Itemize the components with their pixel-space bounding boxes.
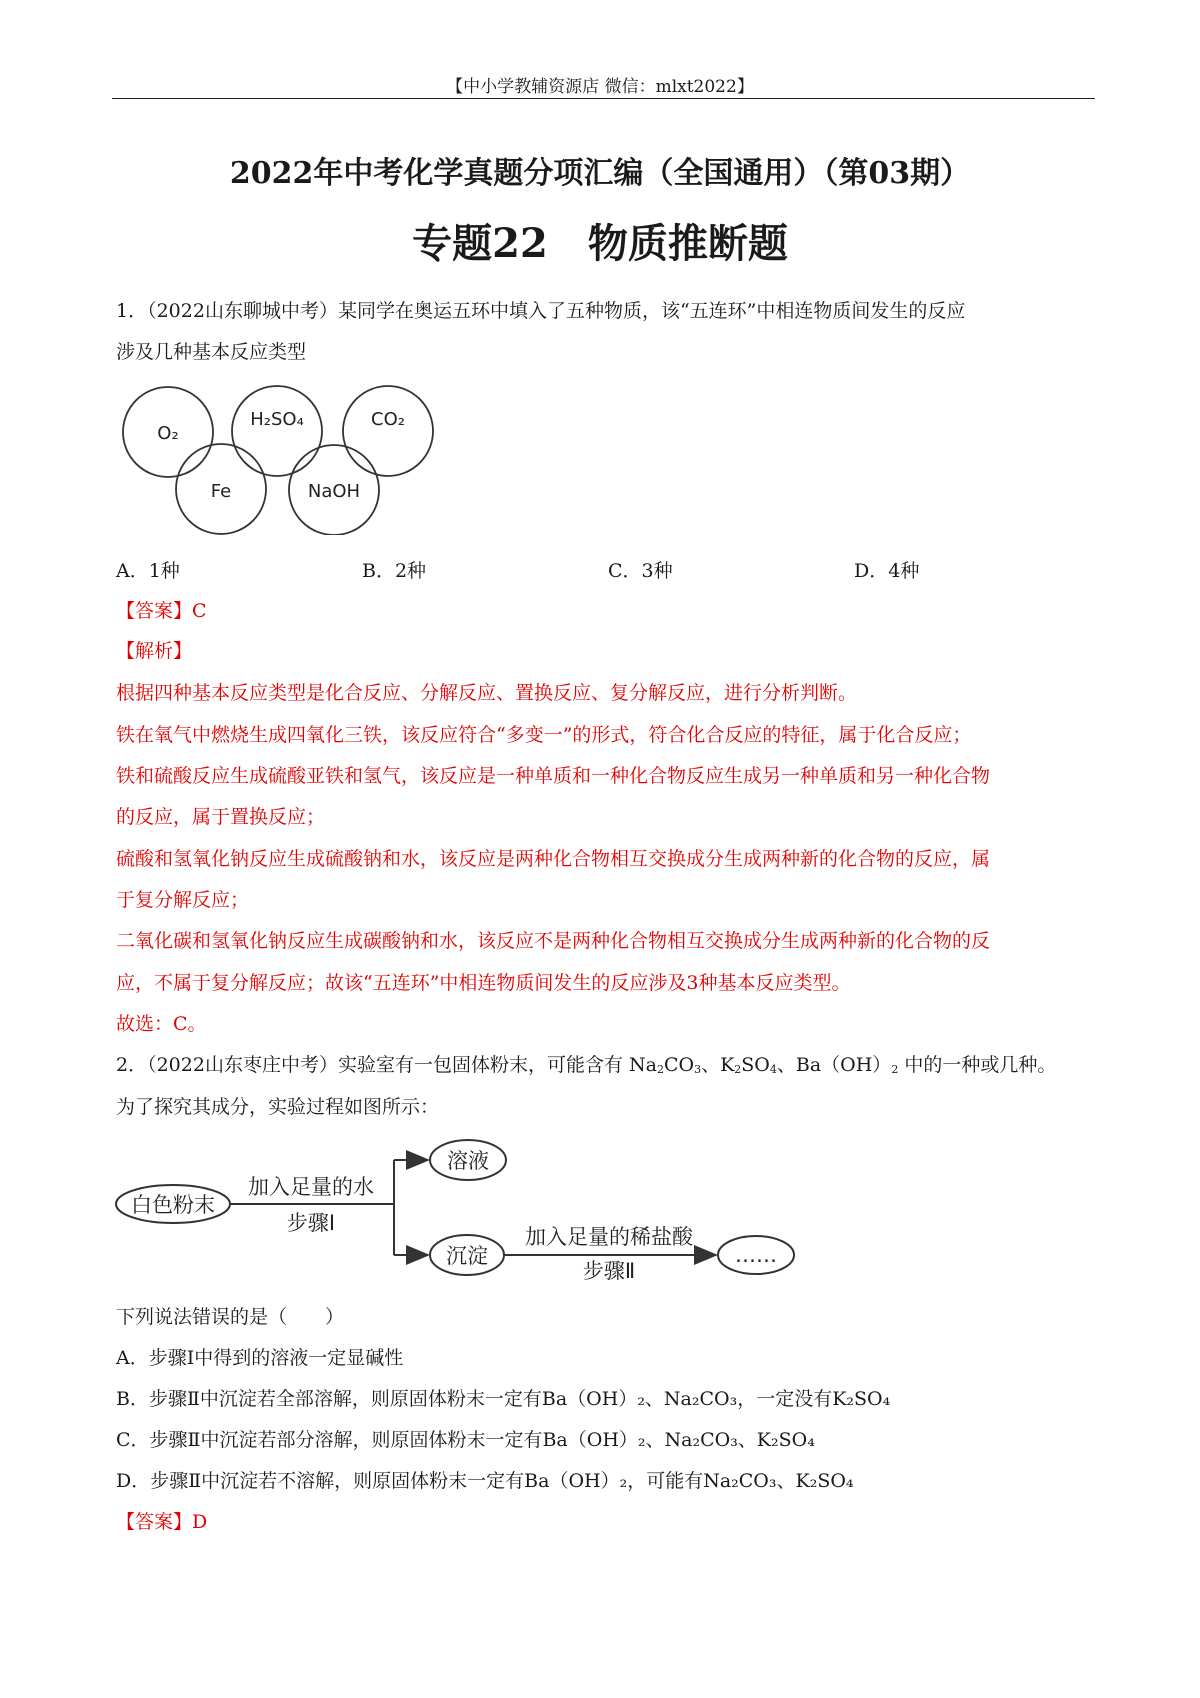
q1-answer: 【答案】C xyxy=(116,600,207,622)
header-rule xyxy=(112,98,1095,99)
step2-action-label: 加入足量的稀盐酸 xyxy=(525,1225,693,1249)
ring-label-fe: Fe xyxy=(210,481,232,502)
q2-answer: 【答案】D xyxy=(116,1511,208,1533)
q1-stem-line2: 涉及几种基本反应类型 xyxy=(116,341,307,363)
q2-option-d: D．步骤Ⅱ中沉淀若不溶解，则原固体粉末一定有Ba（OH）₂，可能有Na₂CO₃、K₂SO₄ xyxy=(116,1470,854,1492)
q1-option-d: D．4种 xyxy=(854,560,920,582)
q2-option-a: A．步骤Ⅰ中得到的溶液一定显碱性 xyxy=(116,1347,404,1369)
q1-analysis-line: 铁在氧气中燃烧生成四氧化三铁，该反应符合“多变一”的形式，符合化合反应的特征，属于化合反应； xyxy=(116,724,972,746)
q1-stem-line1: 1．（2022山东聊城中考）某同学在奥运五环中填入了五种物质，该“五连环”中相连物质间发生的反应 xyxy=(116,300,966,322)
q1-analysis-line: 于复分解反应； xyxy=(116,889,250,911)
q2-stem-end: 中的一种或几种。 xyxy=(904,1054,1057,1076)
q2-option-c: C．步骤Ⅱ中沉淀若部分溶解，则原固体粉末一定有Ba（OH）₂、Na₂CO₃、K₂SO₄ xyxy=(116,1429,815,1451)
result-label: …… xyxy=(735,1243,777,1267)
topic-title: 专题22 物质推断题 xyxy=(412,220,788,267)
ring-co2 xyxy=(343,386,433,476)
q1-analysis-line: 硫酸和氢氧化钠反应生成硫酸钠和水，该反应是两种化合物相互交换成分生成两种新的化合物的反应，属 xyxy=(116,848,991,870)
q2-stem-line1 xyxy=(116,1050,1056,1077)
q2-stem-intro: 2．（2022山东枣庄中考）实验室有一包固体粉末，可能含有 xyxy=(116,1054,623,1076)
page-header: 【中小学教辅资源店 微信：mlxt2022】 xyxy=(446,77,754,97)
q1-option-c: C．3种 xyxy=(608,560,673,582)
ring-label-co2: CO₂ xyxy=(371,409,405,430)
q1-analysis-tag: 【解析】 xyxy=(116,640,193,662)
step1-label: 步骤Ⅰ xyxy=(286,1211,336,1235)
q1-analysis-line: 根据四种基本反应类型是化合反应、分解反应、置换反应、复分解反应，进行分析判断。 xyxy=(116,682,858,704)
q1-analysis-line: 应，不属于复分解反应；故该“五连环”中相连物质间发生的反应涉及3种基本反应类型。 xyxy=(116,972,851,994)
q1-option-b: B．2种 xyxy=(362,560,427,582)
step1-action-label: 加入足量的水 xyxy=(248,1175,374,1199)
q2-option-b: B．步骤Ⅱ中沉淀若全部溶解，则原固体粉末一定有Ba（OH）₂、Na₂CO₃，一定没有K₂SO₄ xyxy=(116,1388,891,1410)
step2-label: 步骤Ⅱ xyxy=(582,1259,636,1280)
q1-analysis-line: 的反应，属于置换反应； xyxy=(116,806,326,828)
q1-analysis-line: 铁和硫酸反应生成硫酸亚铁和氢气，该反应是一种单质和一种化合物反应生成另一种单质和另一种化合物 xyxy=(116,765,991,787)
q2-stem-line2: 为了探究其成分，实验过程如图所示： xyxy=(116,1096,440,1118)
ring-label-o2: O₂ xyxy=(157,423,179,444)
ring-label-naoh: NaOH xyxy=(307,481,361,502)
five-rings-diagram xyxy=(112,385,442,535)
q2-formula-list: $Na_2CO_3$、$K_2SO_4$、$Ba(OH)_2$ xyxy=(629,1054,899,1076)
ring-label-h2so4: H₂SO₄ xyxy=(250,409,304,430)
q1-analysis-line: 故选：C。 xyxy=(116,1013,207,1035)
white-powder-label: 白色粉末 xyxy=(131,1193,215,1217)
precipitate-label: 沉淀 xyxy=(446,1244,488,1268)
ring-h2so4 xyxy=(232,386,322,476)
q1-analysis-line: 二氧化碳和氢氧化钠反应生成碳酸钠和水，该反应不是两种化合物相互交换成分生成两种新的化合物的反 xyxy=(116,930,991,952)
q1-option-a: A．1种 xyxy=(116,560,180,582)
document-title: 2022年中考化学真题分项汇编（全国通用）（第03期） xyxy=(229,156,971,191)
experiment-flow-diagram xyxy=(112,1130,802,1280)
q2-question: 下列说法错误的是（ ） xyxy=(116,1306,345,1328)
solution-label: 溶液 xyxy=(447,1149,489,1173)
